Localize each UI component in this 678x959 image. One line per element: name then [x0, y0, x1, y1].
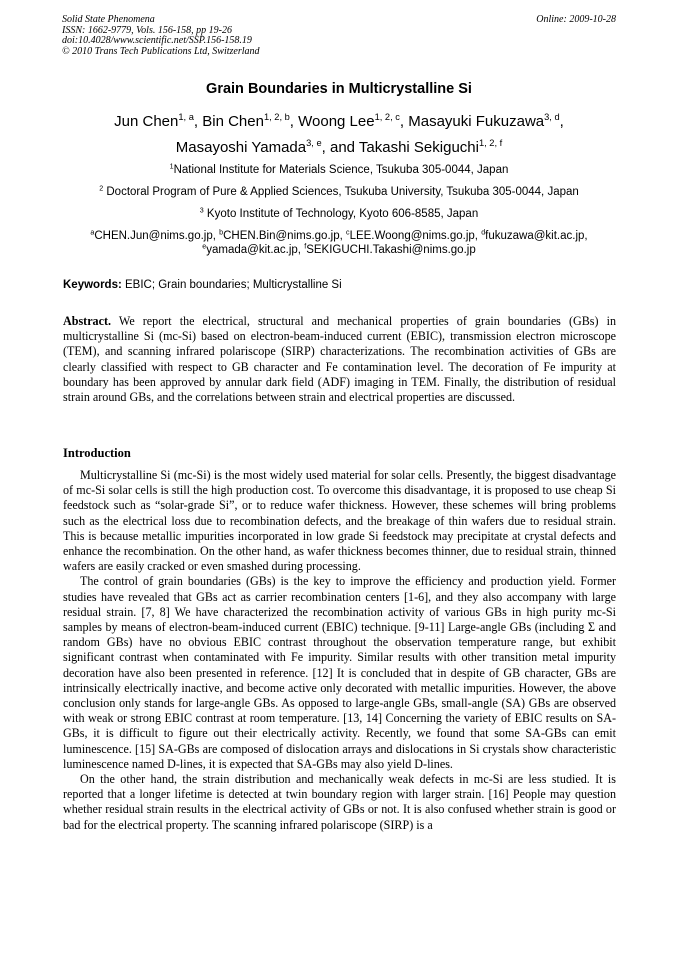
online-date: Online: 2009-10-28 — [536, 14, 616, 25]
author-name: , Woong Lee — [289, 113, 375, 130]
email-sup: c — [346, 228, 350, 237]
keywords — [63, 279, 342, 291]
email-link[interactable]: fukuzawa@kit.ac.jp, — [485, 230, 588, 242]
author-name: , and Takashi Sekiguchi — [321, 139, 479, 156]
affiliation-2 — [0, 186, 678, 198]
email-link[interactable]: SEKIGUCHI.Takashi@nims.go.jp — [306, 244, 476, 256]
affiliation-text: Kyoto Institute of Technology, Kyoto 606-8585, Japan — [203, 208, 479, 220]
journal-issn: ISSN: 1662-9779, Vols. 156-158, pp 19-26 — [62, 24, 232, 36]
introduction-body — [63, 468, 616, 833]
affiliation-sup: 3 — [199, 206, 204, 215]
author-sup: 3, e — [306, 138, 322, 149]
paragraph: Multicrystalline Si (mc-Si) is the most widely used material for solar cells. Presently, the biggest disadvantage of mc-Si solar cells is still the high production cost. To overcome this disadvantage, it is proposed to use cheap Si feedstock such as “solar-grade Si”, or to reduce wafer thickness. However, these schemes will bring problems such as the electrical loss due to recombination defects, and the breakage of thin wafers due to residual strain. This is because metallic impurities incorporated in low grade Si feedstock may precipitate at crystal defects and enhance the recombination. On the other hand, as wafer thickness becomes thinner, due to residual strain, thinned wafers are easily cracked or even smashed during processing. — [63, 468, 616, 574]
email-link[interactable]: LEE.Woong@nims.go.jp, — [349, 230, 482, 242]
author-separator: , — [559, 113, 564, 130]
author-line-1 — [0, 113, 678, 130]
author-name: , Masayuki Fukuzawa — [399, 113, 545, 130]
paragraph: The control of grain boundaries (GBs) is the key to improve the efficiency and production yield. Former studies have revealed that GBs act as carrier recombination centers [1-6], and they also accompany with large residual strain. [7, 8] We have characterized the recombination activity of various GBs in high purity mc-Si samples by means of electron-beam-induced current (EBIC) technique. [9-11] Large-angle GBs (including Σ and random GBs) have no obvious EBIC contrast throughout the observation temperature range, but exhibit significant contrast when contaminated with Fe impurity. Similar results with other transition metal impurity decoration have also been presented in reference. [12] It is concluded that in despite of GB character, GBs are intrinsically electrically inactive, and become active only decorated with metallic impurities. However, the above conclusion only stands for large-angle GBs. As opposed to large-angle GBs, small-angle (SA) GBs are observed with weak or strong EBIC contrast at room temperature. [13, 14] Concerning the variety of EBIC results on SA-GBs, it is difficult to figure out their electrically activity. Recently, we found that some SA-GBs can emit luminescence. [15] SA-GBs are composed of dislocation arrays and dislocations in Si crystals show characteristic luminescence named D-lines, it is expected that SA-GBs may also yield D-lines. — [63, 574, 616, 771]
affiliation-text: National Institute for Materials Science, Tsukuba 305-0044, Japan — [173, 164, 509, 176]
author-sup: 1, a — [178, 112, 194, 123]
author-sup: 3, d — [544, 112, 560, 123]
journal-header — [62, 15, 616, 57]
author-sup: 1, 2, b — [263, 112, 290, 123]
author-name: , Bin Chen — [193, 113, 264, 130]
abstract — [63, 314, 616, 405]
affiliation-sup: 2 — [99, 184, 104, 193]
author-sup: 1, 2, f — [478, 138, 503, 149]
email-link[interactable]: yamada@kit.ac.jp, — [206, 244, 305, 256]
section-heading-introduction: Introduction — [63, 446, 131, 460]
email-line-2 — [0, 244, 678, 256]
keywords-text: EBIC; Grain boundaries; Multicrystalline Si — [121, 279, 342, 291]
email-sup: d — [481, 228, 486, 237]
email-link[interactable]: CHEN.Jun@nims.go.jp, — [94, 230, 220, 242]
email-sup: f — [304, 242, 307, 251]
journal-copyright: © 2010 Trans Tech Publications Ltd, Switzerland — [62, 45, 260, 57]
abstract-label: Abstract. — [63, 314, 112, 328]
abstract-text: We report the electrical, structural and mechanical properties of grain boundaries (GBs) in multicrystalline Si (mc-Si) based on electron-beam-induced current (EBIC), transmission electron microscope (TEM), and scanning infrared polariscope (SIRP) characterizations. The recombination activities of GBs are clearly classified with respect to GB character and Fe contamination level. The decoration of Fe impurity at boundary has been approved by annular dark field (ADF) imaging in TEM. Finally, the distribution of residual strain around GBs, and the correlations between strain and electrical properties are discussed. — [63, 314, 616, 405]
email-link[interactable]: CHEN.Bin@nims.go.jp, — [223, 230, 346, 242]
author-name: Masayoshi Yamada — [175, 139, 307, 156]
affiliation-3 — [0, 208, 678, 220]
journal-info — [62, 15, 616, 57]
email-sup: b — [219, 228, 224, 237]
journal-doi: doi:10.4028/www.scientific.net/SSP.156-158.19 — [62, 35, 252, 46]
paragraph: On the other hand, the strain distribution and mechanically weak defects in mc-Si are less studied. It is reported that a longer lifetime is detected at twin boundary region with larger strain. [16] People may question whether residual strain results in the electrical activity of GBs or not. It is also confused whether strain is good or bad for the electrical property. The scanning infrared polariscope (SIRP) is a — [63, 772, 616, 832]
author-name: Jun Chen — [114, 113, 179, 130]
email-sup: a — [90, 228, 95, 237]
affiliation-text: Doctoral Program of Pure & Applied Sciences, Tsukuba University, Tsukuba 305-0044, Japan — [103, 186, 579, 198]
author-line-2 — [0, 139, 678, 156]
journal-name: Solid State Phenomena — [62, 14, 155, 25]
paper-title: Grain Boundaries in Multicrystalline Si — [206, 81, 472, 97]
affiliation-1 — [0, 164, 678, 176]
keywords-label: Keywords: — [63, 279, 122, 291]
email-sup: e — [202, 242, 207, 251]
author-sup: 1, 2, c — [374, 112, 400, 123]
affiliation-sup: 1 — [169, 162, 174, 171]
email-line-1 — [0, 230, 678, 242]
